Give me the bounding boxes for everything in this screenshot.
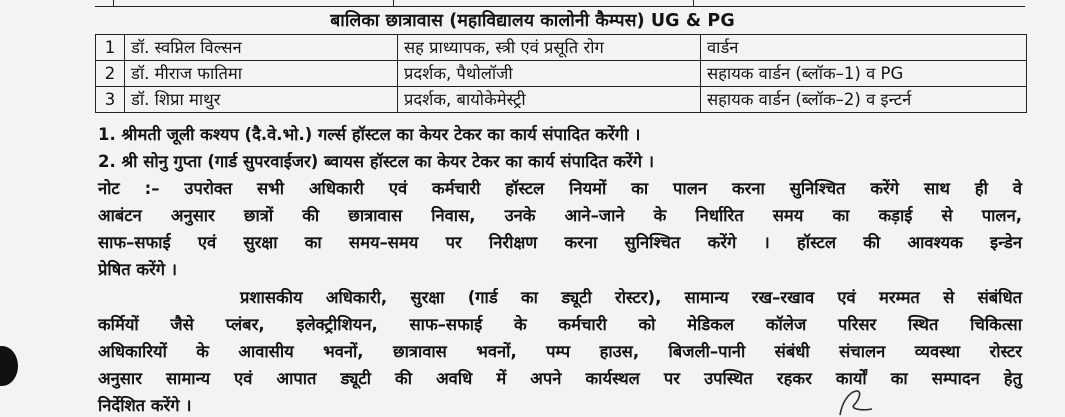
paragraph-line: निर्देशित करेंगे । [98, 396, 192, 415]
name-cell: डॉ. स्वप्निल विल्सन [125, 35, 398, 61]
table-cell-edge [393, 0, 694, 6]
paragraph-line: प्रशासकीय अधिकारी, सुरक्षा (गार्ड का ड्यूटी रोस्टर), सामान्य रख–रखाव एवं मरम्मत से संबंधित [240, 288, 1022, 307]
note-line: प्रेषित करेंगे । [98, 260, 178, 279]
role-cell: सहायक वार्डन (ब्लॉक–2) व इन्टर्न [701, 87, 1027, 113]
designation-cell: प्रदर्शक, पैथोलॉजी [398, 61, 701, 87]
point-2: 2. श्री सोनु गुप्ता (गार्ड सुपरवाईजर) ब्वायस हॉस्टल का केयर टेकर का कार्य संपादित करेंगे । [98, 152, 655, 171]
table-row [96, 87, 1027, 113]
paragraph-line: कर्मियों जैसे प्लंबर, इलेक्ट्रीशियन, साफ–सफाई के कर्मचारी को मेडिकल कॉलेज परिसर स्थित चिकित्सा [98, 315, 1022, 334]
note-line: नोट :– उपरोक्त सभी अधिकारी एवं कर्मचारी हॉस्टल नियमों का पालन करना सुनिश्चित करेंगे साथ ही वे [98, 179, 1022, 198]
role-cell: वार्डन [701, 35, 1027, 61]
table-row [96, 35, 1027, 61]
previous-table-bottom-edge [95, 0, 1025, 7]
note-line: साफ–सफाई एवं सुरक्षा का समय–समय पर निरीक्षण करना सुनिश्चित करेंगे । हॉस्टल की आवश्यक इन्डेन [98, 233, 1022, 252]
designation-cell: प्रदर्शक, बायोकेमेस्ट्री [398, 87, 701, 113]
paragraph-line: अधिकारियों के आवासीय भवनों, छात्रावास भवनों, पम्प हाउस, बिजली–पानी संबंधी संचालन व्यवस्था रोस्टर [98, 342, 1022, 361]
designation-cell: सह प्राध्यापक, स्त्री एवं प्रसूति रोग [398, 35, 701, 61]
table-row [96, 61, 1027, 87]
punch-hole [0, 346, 18, 386]
serial-cell: 3 [96, 87, 125, 113]
staff-table [95, 34, 1027, 113]
signature-mark [832, 385, 892, 417]
serial-cell: 2 [96, 61, 125, 87]
name-cell: डॉ. शिप्रा माथुर [125, 87, 398, 113]
table-cell-edge [113, 0, 394, 6]
serial-cell: 1 [96, 35, 125, 61]
section-heading: बालिका छात्रावास (महाविद्यालय कालोनी कैम्पस) UG & PG [330, 11, 735, 31]
table-cell-edge [95, 0, 114, 6]
point-1: 1. श्रीमती जूली कश्यप (दै.वे.भो.) गर्ल्स हॉस्टल का केयर टेकर का कार्य संपादित करेंगी । [98, 125, 641, 144]
name-cell: डॉ. मीराज फातिमा [125, 61, 398, 87]
paragraph-line: अनुसार सामान्य एवं आपात ड्यूटी की अवधि में अपने कार्यस्थल पर उपस्थित रहकर कार्यों का सम्पादन हेतु [98, 369, 1022, 388]
note-line: आबंटन अनुसार छात्रों की छात्रावास निवास, उनके आने–जाने के निर्धारित समय का कड़ाई से पालन, [98, 206, 1022, 225]
role-cell: सहायक वार्डन (ब्लॉक–1) व PG [701, 61, 1027, 87]
